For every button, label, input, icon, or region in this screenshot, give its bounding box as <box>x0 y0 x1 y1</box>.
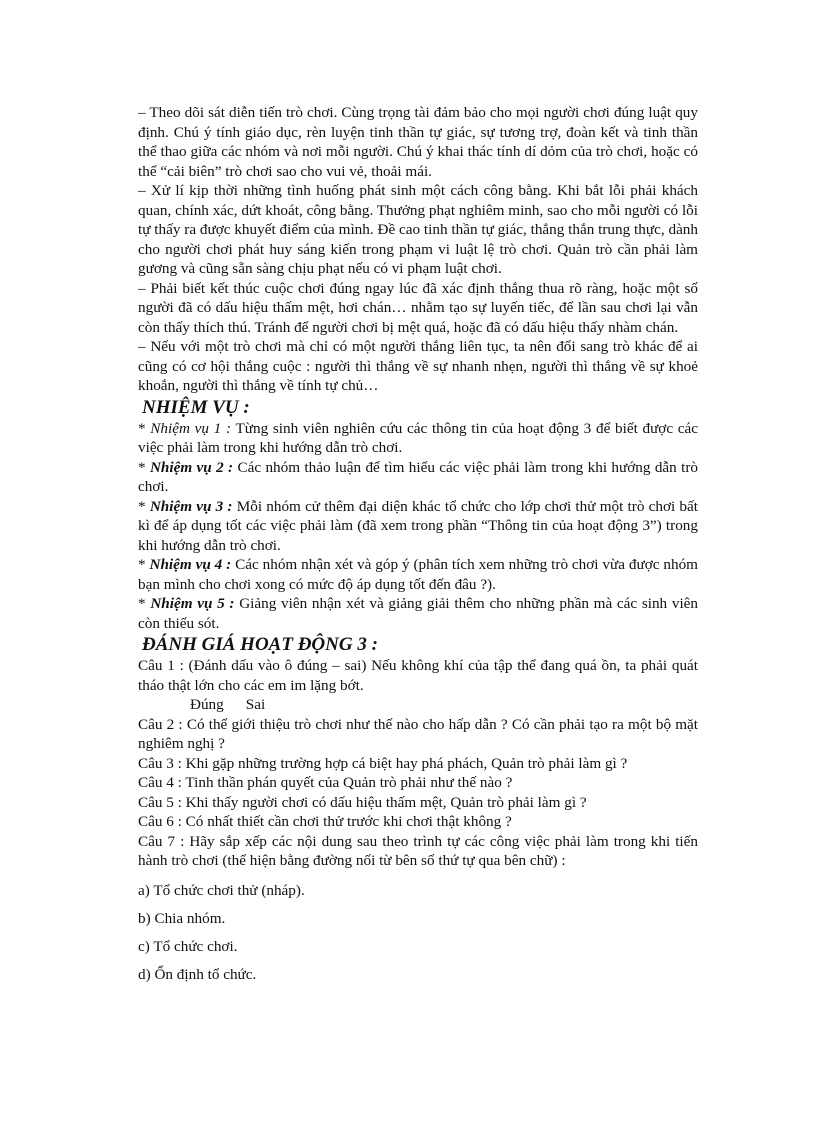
task-bullet: * <box>138 556 150 573</box>
question-7: Câu 7 : Hãy sắp xếp các nội dung sau theo trình tự các công việc phải làm trong khi tiến hành trò chơi (thể hiện bằng đường nối từ bên số thứ tự qua bên chữ) : <box>138 832 698 869</box>
question-1: Câu 1 : (Đánh dấu vào ô đúng – sai) Nếu không khí của tập thể đang quá ồn, ta phải quát tháo thật lớn cho các em im lặng bớt. <box>138 657 698 694</box>
task-text: Mỗi nhóm cử thêm đại diện khác tổ chức cho lớp chơi thử một trò chơi bất kì để áp dụng tốt các việc phải làm (đã xem trong phần “Thông tin của hoạt động 3”) trong khi hướng dẫn trò chơi. <box>138 497 698 554</box>
option-d: d) Ổn định tổ chức. <box>138 965 257 983</box>
paragraph-handle-situations: – Xử lí kịp thời những tình huống phát sinh một cách công bằng. Khi bắt lỗi phải khách quan, chính xác, dứt khoát, công bằng. Thưởng phạt nghiêm minh, sao cho mỗi người có lỗi tự thấy ra được khuyết điểm của mình. Đề cao tinh thần tự giác, thẳng thắn trung thực, dành cho người chơi phát huy sáng kiến trong phạm vi luật lệ trò chơi. Quản trò cần phải làm gương và cũng sẵn sàng chịu phạt nếu có vi phạm luật chơi. <box>138 182 698 277</box>
task-item-5 <box>138 594 698 633</box>
question-2: Câu 2 : Có thể giới thiệu trò chơi như thế nào cho hấp dẫn ? Có cần phải tạo ra một bộ mặt nghiêm nghị ? <box>138 715 698 752</box>
tasks-heading: NHIỆM VỤ : <box>142 396 250 418</box>
task-label: Nhiệm vụ 3 : <box>149 497 233 515</box>
task-item-2 <box>138 458 698 497</box>
task-label: Nhiệm vụ 1 : <box>150 419 232 437</box>
task-text: Từng sinh viên nghiên cứu các thông tin của hoạt động 3 để biết được các việc phải làm trong khi hướng dẫn trò chơi. <box>138 419 699 456</box>
option-b: b) Chia nhóm. <box>138 909 226 927</box>
document-page <box>138 103 698 984</box>
paragraph-follow-game: – Theo dõi sát diễn tiến trò chơi. Cùng trọng tài đảm bảo cho mọi người chơi đúng luật quy định. Chú ý tính giáo dục, rèn luyện tinh thần tự giác, sự tương trợ, đoàn kết và tinh thần thể thao giữa các nhóm và nơi mỗi người. Chú ý khai thác tính dí dỏm của trò chơi, hoặc có thể “cải biên” trò chơi sao cho vui vẻ, thoải mái. <box>138 104 698 180</box>
true-false-choices <box>138 695 698 715</box>
evaluation-heading: ĐÁNH GIÁ HOẠT ĐỘNG 3 : <box>142 634 378 655</box>
task-label: Nhiệm vụ 2 : <box>149 458 234 476</box>
option-a: a) Tổ chức chơi thử (nháp). <box>138 881 305 899</box>
paragraph-end-game: – Phải biết kết thúc cuộc chơi đúng ngay lúc đã xác định thắng thua rõ ràng, hoặc một số người đã có dấu hiệu thấm mệt, hơi chán… nhằm tạo sự luyến tiếc, để lần sau chơi lại vẫn còn thấy thích thú. Tránh để người chơi bị mệt quá, hoặc đã có dấu hiệu thấy nhàm chán. <box>138 279 698 336</box>
question-3: Câu 3 : Khi gặp những trường hợp cá biệt hay phá phách, Quản trò phải làm gì ? <box>138 754 628 772</box>
question-4: Câu 4 : Tinh thần phán quyết của Quản trò phải như thế nào ? <box>138 774 513 791</box>
question-6: Câu 6 : Có nhất thiết cần chơi thử trước khi chơi thật không ? <box>138 813 512 830</box>
task-item-1 <box>138 419 698 458</box>
question-5: Câu 5 : Khi thấy người chơi có dấu hiệu thấm mệt, Quản trò phải làm gì ? <box>138 793 587 811</box>
task-bullet: * <box>138 595 151 612</box>
paragraph-switch-game: – Nếu với một trò chơi mà chỉ có một người thắng liên tục, ta nên đổi sang trò khác để ai cũng có cơ hội thắng cuộc : người thì thắng về sự nhanh nhẹn, người thì thắng về sự khoẻ khoắn, người thì thắng về tính tự chủ… <box>138 338 698 394</box>
task-text: Các nhóm nhận xét và góp ý (phân tích xem những trò chơi vừa được nhóm bạn mình cho chơi xong có mức độ áp dụng tốt đến đâu ?). <box>138 556 698 593</box>
ordering-options <box>138 881 698 985</box>
task-text: Các nhóm thảo luận để tìm hiểu các việc phải làm trong khi hướng dẫn trò chơi. <box>138 458 698 495</box>
task-label: Nhiệm vụ 4 : <box>149 556 232 573</box>
choice-false-label: Sai <box>245 696 266 713</box>
task-text: Giảng viên nhận xét và giảng giải thêm cho những phần mà các sinh viên còn thiếu sót. <box>138 595 699 632</box>
task-bullet: * <box>138 419 151 437</box>
task-bullet: * <box>138 497 150 515</box>
task-item-3 <box>138 497 698 556</box>
option-c: c) Tổ chức chơi. <box>138 937 238 955</box>
choice-true-label: Đúng <box>190 696 224 713</box>
task-bullet: * <box>138 458 150 476</box>
task-item-4 <box>138 555 698 594</box>
task-label: Nhiệm vụ 5 : <box>150 595 235 612</box>
